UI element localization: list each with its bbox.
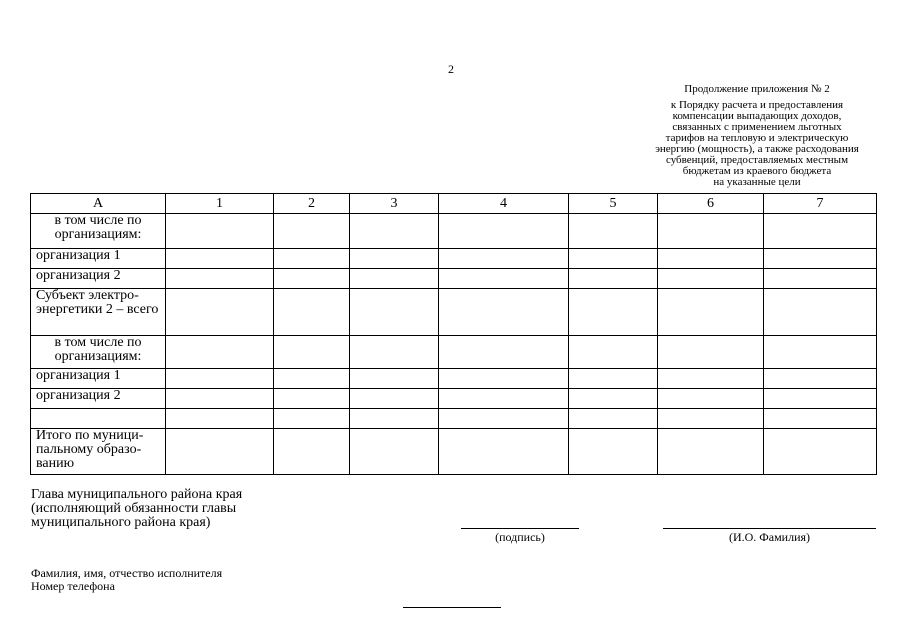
- row-label: организация 1: [31, 369, 166, 389]
- table-cell: [439, 269, 569, 289]
- executor-phone: Номер телефона: [31, 579, 115, 593]
- table-cell: [166, 389, 274, 409]
- table-cell: [274, 369, 350, 389]
- appendix-line: субвенций, предоставляемых местным: [665, 154, 849, 166]
- row-label: в том числе по организациям:: [31, 214, 166, 249]
- table-cell: [350, 289, 439, 336]
- table-row: [31, 214, 877, 249]
- table-header-row: [31, 194, 877, 214]
- table-cell: [764, 409, 877, 429]
- table-cell: [166, 429, 274, 475]
- row-label: в том числе по организациям:: [31, 336, 166, 369]
- compensation-table: [30, 193, 877, 475]
- table-cell: [764, 269, 877, 289]
- table-cell: [350, 389, 439, 409]
- table-cell: [350, 336, 439, 369]
- row-label: Итого по муници-пальному образо-ванию: [31, 429, 166, 475]
- table-cell: [439, 249, 569, 269]
- appendix-heading: Продолжение приложения № 2: [684, 83, 830, 95]
- table-cell: [569, 336, 658, 369]
- table-cell: [439, 389, 569, 409]
- table-cell: [439, 409, 569, 429]
- appendix-line: бюджетам из краевого бюджета: [682, 165, 832, 177]
- table-cell: [764, 429, 877, 475]
- column-header: 4: [439, 194, 569, 214]
- table-cell: [166, 289, 274, 336]
- column-header: А: [31, 194, 166, 214]
- signatory-title: [31, 488, 242, 530]
- table-cell: [439, 214, 569, 249]
- column-header: 3: [350, 194, 439, 214]
- appendix-line: на указанные цели: [713, 176, 801, 188]
- table-row: [31, 289, 877, 336]
- table-cell: [658, 289, 764, 336]
- executor-name: Фамилия, имя, отчество исполнителя: [31, 566, 223, 580]
- column-header: 7: [764, 194, 877, 214]
- signatory-title-line: (исполняющий обязанности главы: [31, 501, 237, 516]
- table-cell: [764, 214, 877, 249]
- table-cell: [658, 389, 764, 409]
- table-row: [31, 429, 877, 475]
- row-label: Субъект электро-энергетики 2 – всего: [31, 289, 166, 336]
- table-cell: [569, 269, 658, 289]
- table-cell: [658, 429, 764, 475]
- appendix-line: энергию (мощность), а также расходования: [655, 143, 859, 155]
- executor-info: [31, 567, 222, 593]
- table-cell: [569, 214, 658, 249]
- table-cell: [274, 336, 350, 369]
- table-cell: [439, 369, 569, 389]
- table-cell: [350, 249, 439, 269]
- table-cell: [569, 409, 658, 429]
- table-cell: [439, 289, 569, 336]
- table-cell: [274, 429, 350, 475]
- table-cell: [764, 389, 877, 409]
- column-header: 5: [569, 194, 658, 214]
- table-cell: [569, 369, 658, 389]
- signature-line: [461, 528, 579, 529]
- table-cell: [166, 369, 274, 389]
- table-row: [31, 409, 877, 429]
- table-cell: [350, 429, 439, 475]
- appendix-line: тарифов на тепловую и электрическую: [665, 132, 849, 144]
- table-cell: [350, 214, 439, 249]
- table-cell: [274, 289, 350, 336]
- column-header: 1: [166, 194, 274, 214]
- table-cell: [166, 249, 274, 269]
- appendix-note: [612, 84, 902, 188]
- table-row: [31, 369, 877, 389]
- table-cell: [274, 214, 350, 249]
- table-cell: [274, 409, 350, 429]
- appendix-line: компенсации выпадающих доходов,: [672, 110, 842, 122]
- name-line: [663, 528, 876, 529]
- table-cell: [764, 369, 877, 389]
- table-cell: [658, 214, 764, 249]
- table-row: [31, 269, 877, 289]
- table-cell: [350, 269, 439, 289]
- table-cell: [439, 336, 569, 369]
- column-header: 2: [274, 194, 350, 214]
- appendix-line: связанных с применением льготных: [672, 121, 842, 133]
- table-cell: [439, 429, 569, 475]
- table-cell: [166, 214, 274, 249]
- table-cell: [166, 269, 274, 289]
- table-cell: [274, 249, 350, 269]
- table-cell: [764, 336, 877, 369]
- table-cell: [569, 389, 658, 409]
- table-row: [31, 249, 877, 269]
- table-row: [31, 336, 877, 369]
- signatory-title-line: муниципального района края): [31, 515, 211, 530]
- row-label: [31, 409, 166, 429]
- page-number: 2: [448, 62, 454, 76]
- table-cell: [569, 249, 658, 269]
- table-cell: [569, 289, 658, 336]
- table-cell: [166, 409, 274, 429]
- table-cell: [350, 409, 439, 429]
- row-label: организация 2: [31, 389, 166, 409]
- row-label: организация 1: [31, 249, 166, 269]
- row-label: организация 2: [31, 269, 166, 289]
- table-cell: [166, 336, 274, 369]
- signatory-title-line: Глава муниципального района края: [31, 487, 243, 502]
- table-cell: [658, 249, 764, 269]
- appendix-line: к Порядку расчета и предоставления: [670, 99, 844, 111]
- table-row: [31, 389, 877, 409]
- table-cell: [764, 289, 877, 336]
- table-cell: [658, 336, 764, 369]
- table-cell: [658, 269, 764, 289]
- table-cell: [658, 409, 764, 429]
- signature-caption: (подпись): [495, 530, 545, 544]
- bottom-separator-line: [403, 607, 501, 608]
- table-cell: [350, 369, 439, 389]
- table-cell: [764, 249, 877, 269]
- table-cell: [658, 369, 764, 389]
- name-caption: (И.О. Фамилия): [728, 530, 811, 544]
- table-cell: [274, 269, 350, 289]
- table-cell: [274, 389, 350, 409]
- table-cell: [569, 429, 658, 475]
- column-header: 6: [658, 194, 764, 214]
